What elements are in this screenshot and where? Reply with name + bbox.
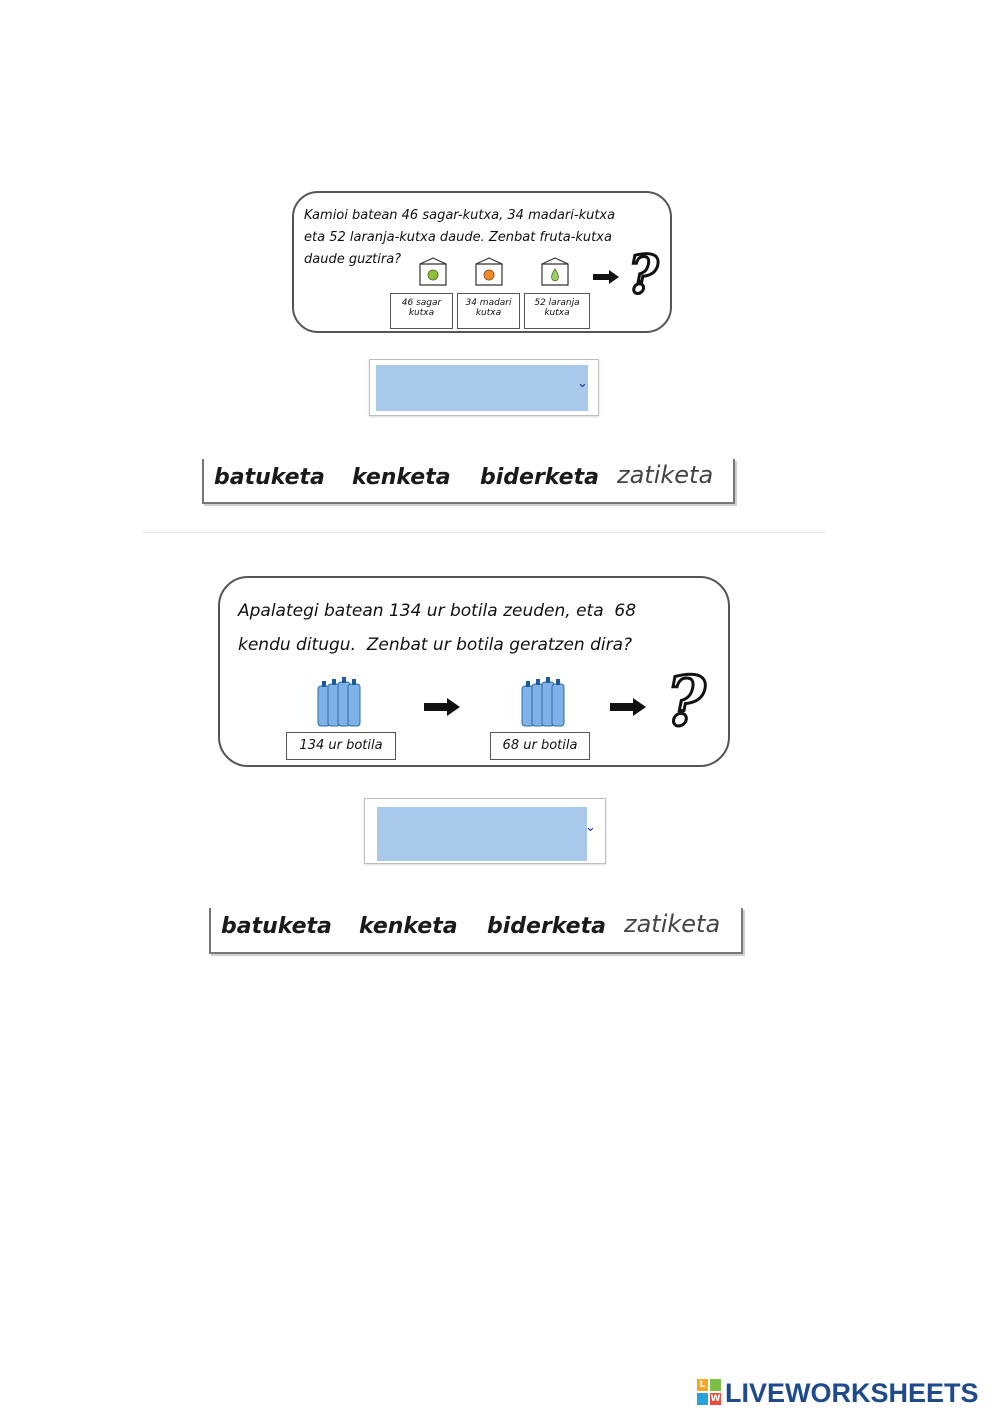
chevron-down-icon[interactable]: ⌄ (585, 820, 596, 835)
label-pears: 34 madari kutxa (457, 293, 520, 329)
word-batuketa: batuketa (214, 465, 325, 490)
orange-box-icon (538, 255, 572, 289)
liveworksheets-logo (697, 1378, 979, 1408)
word-batuketa: batuketa (221, 914, 332, 939)
arrow-right-icon (592, 269, 620, 285)
water-bottles-icon (316, 676, 366, 728)
label-134-bottles: 134 ur botila (286, 732, 396, 760)
water-bottles-icon-2 (520, 676, 570, 728)
label-apples: 46 sagar kutxa (390, 293, 453, 329)
word-zatiketa: zatiketa (624, 910, 721, 938)
question-mark-icon: ? (666, 662, 706, 742)
word-biderketa: biderketa (487, 914, 606, 939)
section-divider (143, 532, 825, 533)
problem-2-text: Apalategi batean 134 ur botila zeuden, eta 68 kendu ditugu. Zenbat ur botila geratzen dira? (238, 601, 637, 655)
liveworksheets-mark-icon: L W (697, 1379, 723, 1407)
answer-dropdown-1-value (376, 365, 588, 411)
operations-strip-2 (209, 908, 743, 954)
label-oranges: 52 laranja kutxa (524, 293, 590, 329)
arrow-right-icon (423, 697, 461, 717)
word-zatiketa: zatiketa (617, 461, 714, 489)
word-kenketa: kenketa (359, 914, 458, 939)
apple-box-icon (416, 255, 450, 289)
problem-card-1 (292, 191, 672, 333)
word-kenketa: kenketa (352, 465, 451, 490)
question-mark-icon: ? (628, 245, 659, 306)
brand-name: LIVEWORKSHEETS (725, 1377, 979, 1408)
word-biderketa: biderketa (480, 465, 599, 490)
answer-dropdown-2[interactable] (364, 798, 606, 864)
operations-strip-1 (202, 459, 735, 504)
problem-1-text: Kamioi batean 46 sagar-kutxa, 34 madari-kutxa eta 52 laranja-kutxa daude. Zenbat fruta-kutxa daude guztira? (304, 208, 616, 267)
answer-dropdown-1[interactable] (369, 359, 599, 416)
pear-box-icon (472, 255, 506, 289)
answer-dropdown-2-value (377, 807, 587, 861)
arrow-right-icon-2 (609, 697, 647, 717)
chevron-down-icon[interactable]: ⌄ (577, 376, 588, 391)
label-68-bottles: 68 ur botila (490, 732, 590, 760)
problem-card-2 (218, 576, 730, 767)
